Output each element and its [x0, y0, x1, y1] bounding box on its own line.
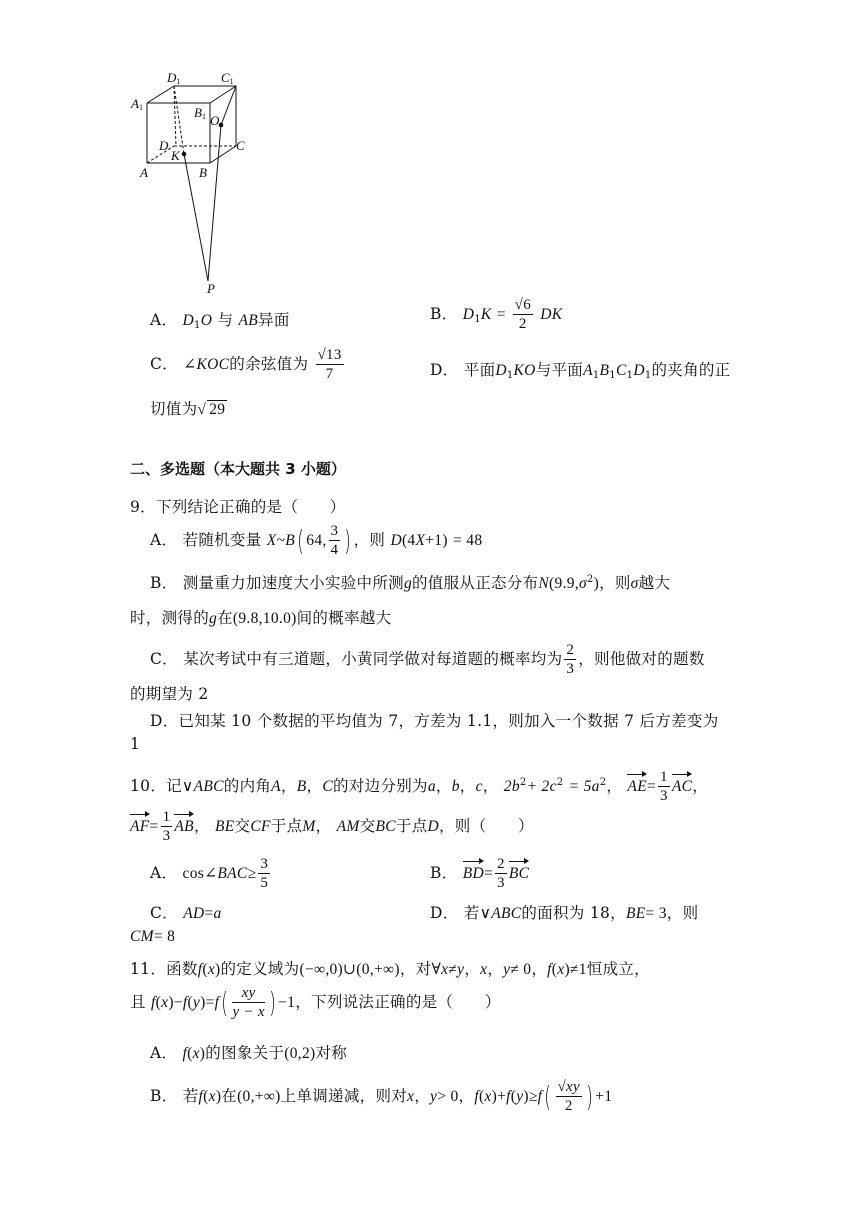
label-c1: C1 [221, 70, 234, 86]
label-d1: D1 [167, 70, 181, 86]
label-a: A [140, 165, 148, 180]
cube-pyramid-figure [128, 66, 258, 296]
q9-option-c-cont: 的期望为 2 [130, 685, 209, 703]
q9-option-d: D．已知某 10 个数据的平均值为 7，方差为 1.1，则加入一个数据 7 后方差变为 [150, 712, 719, 730]
label-p: P [207, 281, 215, 296]
q10-option-b: B． BD= $\frac{2}{3}$ BC [430, 856, 530, 891]
q9-option-d-cont: 1 [130, 735, 141, 753]
label-c: C [236, 138, 245, 153]
q11-stem-line1: 11．函数f(x)的定义域为(−∞,0)∪(0,+∞)，对∀x≠y，x，y≠ 0，f(x)≠1恒成立， [130, 960, 650, 978]
point-k [182, 152, 187, 157]
label-b1: B1 [194, 105, 206, 121]
q8-option-b: B． $D_1K$ = $\frac{√6}{2}$ DK [430, 297, 563, 332]
q9-option-b-cont: 时，测得的g在(9.8,10.0)间的概率越大 [130, 609, 392, 627]
q10-option-c: C． AD=a [150, 904, 222, 922]
q8-option-c: C． ∠KOC的余弦值为 $\frac{√13}{7}$ [150, 347, 342, 382]
q8-option-a: A． $D_1O$ 与 AB异面 [150, 311, 290, 331]
q10-stem-line2: AF= $\frac{1}{3}$ AB， BE交CF于点M， AM交BC于点D，则（ ） [130, 809, 534, 844]
q9-option-c: C． 某次考试中有三道题，小黄同学做对每道题的概率均为 $\frac{2}{3}$ ，则他做对的题数 [150, 642, 705, 677]
q9-option-b: B． 测量重力加速度大小实验中所测g的值服从正态分布$N(9.9,\sigma^2)$，则σ越大 [150, 574, 671, 592]
q11-option-b: B． 若f(x)在(0,+∞)上单调递减，则对x，y> 0，f(x)+f(y)≥f( $\frac{√xy}{2}$ ) +1 [150, 1079, 613, 1114]
q9-option-a: A． 若随机变量 X~B( 64, $\frac{3}{4}$ ) ，则 D(4X+1) = 48 [150, 523, 483, 558]
q10-option-d: D． 若∨ABC的面积为 18，BE= 3，则 [430, 904, 699, 922]
q10-option-d-cont: CM= 8 [130, 928, 176, 945]
q9-stem: 9．下列结论正确的是（ ） [130, 498, 346, 516]
label-a1: A1 [131, 96, 143, 112]
label-b: B [199, 165, 207, 180]
label-o: O [210, 113, 220, 128]
q10-option-a: A． cos∠BAC≥ $\frac{3}{5}$ [150, 856, 269, 891]
section-title: 二、多选题（本大题共 3 小题） [130, 460, 346, 478]
q10-stem-line1: 10．记∨ABC的内角A，B，C的对边分别为a，b，c， $2b^2+ 2c^2 = 5a^2$， AE= $\frac{1}{3}$ AC， [130, 769, 709, 804]
q8-option-d-cont: 切值为√ 29 [150, 400, 226, 418]
q11-stem-line2: 且 f(x)−f(y)=f( $\frac{xy}{y - x}$ ) −1，下列说法正确的是（ ） [130, 985, 501, 1020]
label-d: D [159, 138, 169, 153]
q11-option-a: A． f(x)的图象关于(0,2)对称 [150, 1044, 348, 1062]
q8-option-d: D． 平面$D_1KO$与平面$A_1B_1C_1D_1$的夹角的正 [430, 361, 731, 381]
label-k: K [171, 148, 180, 163]
